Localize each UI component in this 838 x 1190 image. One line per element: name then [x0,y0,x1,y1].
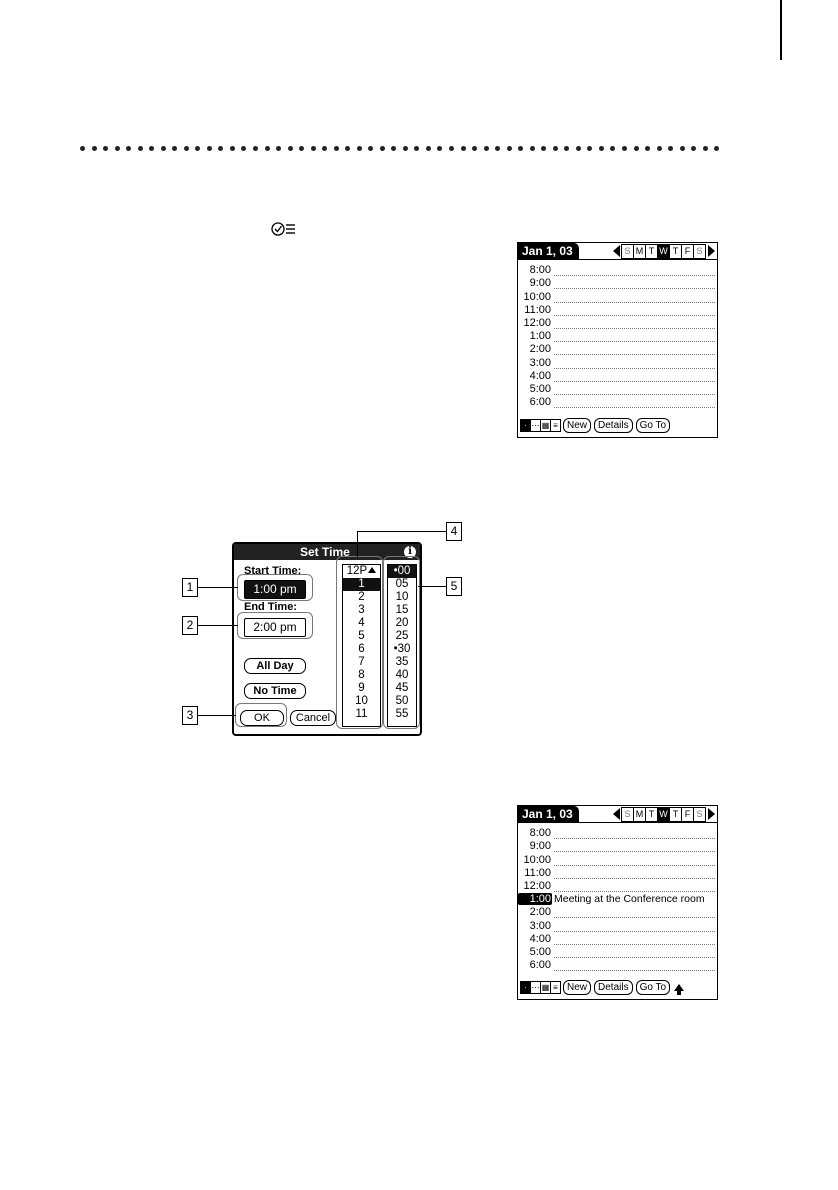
divider-dot [414,146,419,151]
time-slot[interactable] [518,342,717,355]
divider-dot [449,146,454,151]
divider-dot [576,146,581,151]
divider-dot [703,146,708,151]
divider-dot [345,146,350,151]
time-slot[interactable] [518,369,717,382]
divider-dot [288,146,293,151]
divider-dot [184,146,189,151]
divider-dot [541,146,546,151]
slot-line[interactable] [554,383,715,395]
divider-dot [691,146,696,151]
event-description[interactable]: Meeting at the Conference room [554,894,705,906]
callout-2-leader [197,625,238,626]
time-label: 3:00 [529,919,551,932]
hour-item[interactable]: 6 [358,643,365,655]
new-button[interactable]: New [563,418,591,433]
callout-5: 5 [446,577,462,596]
day-sat[interactable]: S [693,244,706,259]
cancel-button[interactable]: Cancel [290,710,336,726]
slot-line[interactable] [554,396,715,408]
week-view-icon[interactable]: ⋯ [531,982,540,992]
divider-dot [161,146,166,151]
divider-dot [518,146,523,151]
slot-line[interactable] [554,357,715,369]
day-mon[interactable]: M [633,807,646,822]
hour-item[interactable]: 8 [358,669,365,681]
divider-dot [172,146,177,151]
end-time-field[interactable]: 2:00 pm [244,618,306,637]
screen-footer [518,978,717,996]
divider-dot [657,146,662,151]
divider-dot [472,146,477,151]
divider-dot [634,146,639,151]
day-wed[interactable]: W [657,807,670,822]
ok-button[interactable]: OK [240,710,284,726]
divider-dot [645,146,650,151]
minute-list-highlight [383,556,420,729]
minute-item[interactable]: 10 [395,591,409,603]
divider-dot [426,146,431,151]
divider-dot [461,146,466,151]
slot-line[interactable] [554,946,715,958]
date-title[interactable]: Jan 1, 03 [518,806,579,822]
divider-dot [80,146,85,151]
goto-button[interactable]: Go To [636,418,671,433]
hour-item[interactable]: 1 [343,578,380,591]
datebook-screen-top [517,242,718,438]
time-label: 1:00 [529,330,551,343]
day-view-icon[interactable]: · [520,981,531,994]
divider-dot [207,146,212,151]
slot-line[interactable] [554,827,715,839]
week-selector [613,807,715,822]
callout-3: 3 [182,706,198,725]
divider-dot [126,146,131,151]
divider-dot [484,146,489,151]
minute-item[interactable]: 25 [395,630,409,642]
divider-dot [622,146,627,151]
divider-dot [564,146,569,151]
time-slot[interactable] [518,303,717,316]
time-slot[interactable] [518,263,717,276]
divider-dot [265,146,270,151]
start-time-highlight [237,574,313,601]
start-time-label: Start Time: [244,565,302,577]
callout-3-leader [197,715,236,716]
divider-dot [241,146,246,151]
minute-item[interactable]: 45 [395,682,409,694]
time-slot[interactable] [518,289,717,302]
time-label: 2:00 [529,906,551,919]
time-label: 8:00 [529,264,551,277]
divider-dot [230,146,235,151]
divider-dot [115,146,120,151]
details-button[interactable]: Details [594,418,633,433]
hour-item[interactable]: 5 [358,630,365,642]
time-label: 4:00 [529,932,551,945]
slot-line[interactable] [554,906,715,918]
hour-item[interactable]: 9 [358,682,365,694]
time-slot[interactable] [518,918,717,931]
time-label: 9:00 [529,840,551,853]
time-label: 10:00 [523,853,551,866]
day-fri[interactable]: F [681,244,694,259]
agenda-view-icon[interactable]: ≡ [550,981,561,994]
divider-dot [299,146,304,151]
callout-1: 1 [182,578,198,597]
hour-item[interactable]: 10 [355,695,368,707]
time-slot-list [518,260,717,408]
slot-line[interactable] [554,920,715,932]
divider-dot [610,146,615,151]
time-slot[interactable] [518,932,717,945]
divider-dot [357,146,362,151]
scroll-up-arrow-icon[interactable] [674,984,684,991]
month-view-icon[interactable]: ▦ [541,420,550,430]
time-slot[interactable] [518,879,717,892]
divider-dot [92,146,97,151]
time-label: 4:00 [529,369,551,382]
callout-1-leader [197,587,238,588]
minute-item[interactable]: 05 [395,578,409,590]
ok-highlight [235,703,287,727]
day-view-icon[interactable]: · [520,419,531,432]
time-slot[interactable] [518,866,717,879]
minute-item[interactable]: 35 [395,656,409,668]
divider-dot [680,146,685,151]
info-icon[interactable]: i [404,546,416,558]
time-label: 8:00 [529,827,551,840]
divider-dot [530,146,535,151]
time-label: 11:00 [524,303,551,316]
dotted-divider [80,143,720,153]
time-label: 6:00 [529,959,551,972]
slot-line[interactable] [554,343,715,355]
slot-line[interactable] [554,304,715,316]
end-time-highlight [237,612,313,639]
divider-dot [311,146,316,151]
event-time[interactable]: 1:00 [518,893,552,905]
divider-dot [195,146,200,151]
month-view-icon[interactable]: ▦ [541,982,550,992]
next-week-icon[interactable] [708,808,715,820]
minute-item[interactable]: 50 [395,695,409,707]
divider-dot [437,146,442,151]
slot-line[interactable] [554,880,715,892]
details-button[interactable]: Details [594,980,633,995]
day-thu[interactable]: T [669,807,682,822]
todo-list-icon [271,221,297,237]
next-week-icon[interactable] [708,245,715,257]
time-slot[interactable] [518,382,717,395]
time-slot[interactable] [518,945,717,958]
previous-week-icon[interactable] [613,245,620,257]
event-row[interactable] [518,892,717,905]
end-time-label: End Time: [244,601,297,613]
divider-dot [334,146,339,151]
time-slot[interactable] [518,395,717,408]
time-slot[interactable] [518,355,717,368]
hour-item[interactable]: 3 [358,604,365,616]
minute-item[interactable]: 55 [395,708,409,720]
slot-line[interactable] [554,840,715,852]
time-slot[interactable] [518,839,717,852]
all-day-button[interactable]: All Day [244,658,306,674]
minute-item[interactable]: •30 [393,643,411,655]
time-slot[interactable] [518,826,717,839]
divider-dot [403,146,408,151]
divider-dot [599,146,604,151]
week-view-icon[interactable]: ⋯ [531,420,540,430]
divider-dot [714,146,719,151]
time-slot[interactable] [518,329,717,342]
divider-dot [368,146,373,151]
hour-item[interactable]: 11 [355,708,368,720]
previous-week-icon[interactable] [613,808,620,820]
day-sat[interactable]: S [693,807,706,822]
slot-line[interactable] [554,330,715,342]
time-slot-list [518,823,717,971]
hour-item[interactable]: 2 [358,591,365,603]
hour-item[interactable]: 7 [358,656,365,668]
time-slot[interactable] [518,852,717,865]
time-label: 12:00 [523,316,551,329]
divider-dot [553,146,558,151]
hour-value: 12P [346,565,368,577]
time-slot[interactable] [518,958,717,971]
time-label: 9:00 [529,277,551,290]
day-tue[interactable]: T [645,244,658,259]
time-label: 5:00 [529,382,551,395]
slot-line[interactable] [554,264,715,276]
dialog-title: Set Time [300,545,350,559]
time-label: 3:00 [529,356,551,369]
day-fri[interactable]: F [681,807,694,822]
time-label: 11:00 [524,866,551,879]
divider-dot [218,146,223,151]
week-selector [613,244,715,259]
time-label: 6:00 [529,396,551,409]
no-time-button[interactable]: No Time [244,683,306,699]
minute-item[interactable]: 20 [395,617,409,629]
day-sun[interactable]: S [621,807,634,822]
slot-line[interactable] [554,959,715,971]
time-slot[interactable] [518,316,717,329]
start-time-field[interactable]: 1:00 pm [244,580,306,599]
divider-dot [507,146,512,151]
time-slot[interactable] [518,276,717,289]
minute-item[interactable]: 15 [395,604,409,616]
slot-line[interactable] [554,317,715,329]
slot-line[interactable] [554,854,715,866]
callout-2: 2 [182,616,198,635]
callout-4: 4 [446,522,462,541]
divider-dot [668,146,673,151]
divider-dot [495,146,500,151]
callout-5-leader [418,586,446,587]
day-mon[interactable]: M [633,244,646,259]
slot-line[interactable] [554,933,715,945]
day-thu[interactable]: T [669,244,682,259]
day-tue[interactable]: T [645,807,658,822]
screen-footer [518,416,717,434]
new-button[interactable]: New [563,980,591,995]
hour-item[interactable]: 4 [358,617,365,629]
divider-dot [587,146,592,151]
callout-4-leader-down [357,531,358,557]
hour-list-highlight [336,556,383,729]
slot-line[interactable] [554,291,715,303]
time-label: 5:00 [529,945,551,958]
divider-dot [380,146,385,151]
divider-dot [253,146,258,151]
time-label: 10:00 [523,290,551,303]
goto-button[interactable]: Go To [636,980,671,995]
day-sun[interactable]: S [621,244,634,259]
slot-line[interactable] [554,867,715,879]
divider-dot [138,146,143,151]
day-wed[interactable]: W [657,244,670,259]
datebook-screen-bottom [517,805,718,1000]
divider-dot [149,146,154,151]
time-label: 12:00 [523,879,551,892]
divider-dot [103,146,108,151]
divider-dot [276,146,281,151]
minute-item[interactable]: •00 [388,565,416,578]
vertical-rule [780,0,782,60]
agenda-view-icon[interactable]: ≡ [550,419,561,432]
slot-line[interactable] [554,370,715,382]
slot-line[interactable] [554,277,715,289]
callout-4-leader [357,531,446,532]
date-title[interactable]: Jan 1, 03 [518,243,579,259]
divider-dot [391,146,396,151]
time-label: 2:00 [529,343,551,356]
time-slot[interactable] [518,905,717,918]
divider-dot [322,146,327,151]
minute-item[interactable]: 40 [395,669,409,681]
